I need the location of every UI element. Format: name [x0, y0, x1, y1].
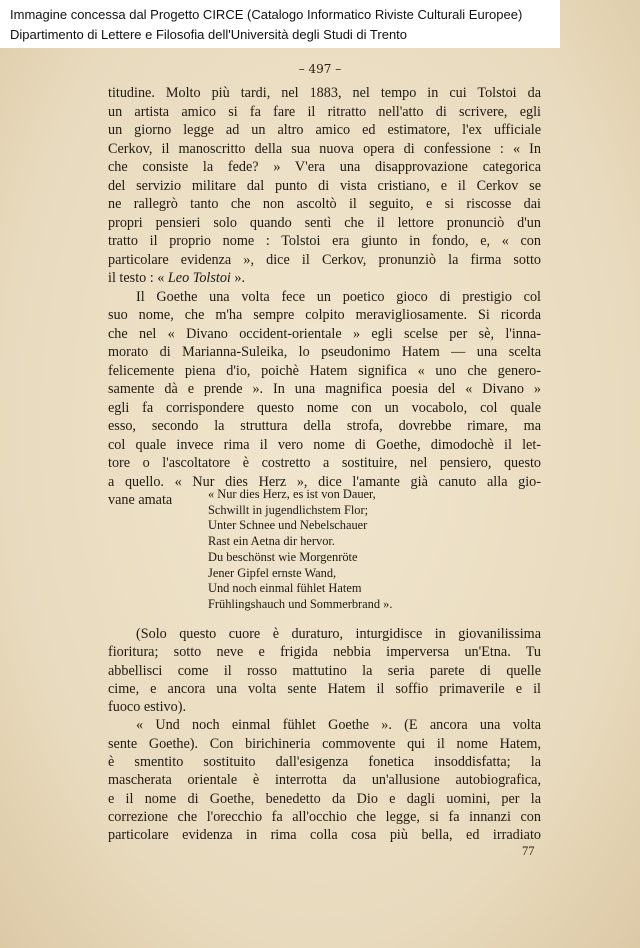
poem-line: Rast ein Aetna dir hervor. [208, 534, 335, 549]
text-line: del servizio militare dal punto di vista cristiano, e il Cerkov se [108, 177, 541, 194]
text-line: particolare evidenza in rima colla cosa più bella, ed irradiato [108, 827, 541, 844]
text-line: tratto il proprio nome : Tolstoi era giunto in fondo, e, « con [108, 233, 541, 249]
text-line: morato di Marianna-Suleika, lo pseudonimo Hatem — una scelta [108, 344, 541, 360]
text-line: ne rallegrò tanto che non ascoltò il seguito, e si riscosse dai [108, 196, 541, 212]
text-line: col quale invece rima il vero nome di Goethe, dimodochè il let- [108, 436, 541, 453]
text-line [108, 269, 541, 288]
poem-block [208, 487, 448, 613]
poem-line: Unter Schnee und Nebelschauer [208, 518, 368, 533]
text-line: suo nome, che m'ha sempre colpito meravigliosamente. Si ricorda [108, 307, 541, 323]
text-line: titudine. Molto più tardi, nel 1883, nel tempo in cui Tolstoi da [108, 85, 541, 101]
text-line: vane amata [108, 492, 173, 508]
text-fragment: il testo : « [108, 270, 168, 286]
signature-italic: Leo Tolstoi [167, 270, 231, 286]
text-block-lower [108, 625, 541, 845]
attribution-line-2: Dipartimento di Lettere e Filosofia dell'Università degli Studi di Trento [10, 27, 408, 42]
text-line: propri pensieri solo quando sentì che il lettore pronunciò d'un [108, 214, 541, 231]
attribution-line-1: Immagine concessa dal Progetto CIRCE (Catalogo Informatico Riviste Culturali Europee) [10, 7, 523, 22]
text-line: che nel « Divano occident-orientale » egli scelse per sè, l'inna- [108, 325, 541, 342]
text-line: (Solo questo cuore è duraturo, inturgidisce in giovanilissima [136, 626, 541, 642]
text-line: un giorno legge ad un altro amico ed estimatore, l'ex ufficiale [108, 122, 541, 138]
footer-page-number: 77 [522, 844, 535, 858]
text-block-upper [108, 84, 541, 510]
text-line: correzione che l'orecchio fa all'occhio che legge, si fa innanzi con [108, 808, 541, 825]
text-line: particolare evidenza », dice il Cerkov, pronunziò la firma sotto [108, 251, 541, 268]
text-line: mascherata orientale è interrotta da un'allusione autobiografica, [108, 772, 541, 789]
text-line: cime, e ancora una volta sente Hatem il soffio primaverile e il [108, 680, 541, 697]
poem-line: Du beschönst wie Morgenröte [208, 549, 358, 564]
text-line: sente Goethe). Con birichineria commovente qui il nome Hatem, [108, 735, 541, 752]
text-line: Il Goethe una volta fece un poetico gioco di prestigio col [136, 288, 541, 305]
text-line: abbellisci come il rosso mattutino la seria parete di quelle [108, 662, 541, 679]
text-line: « Und noch einmal fühlet Goethe ». (E ancora una volta [136, 717, 541, 734]
poem-line: Schwillt in jugendlichstem Flor; [208, 502, 369, 517]
page-number: – 497 – [298, 62, 342, 76]
poem-line: Und noch einmal fühlet Hatem [208, 581, 362, 596]
text-line: fuoco estivo). [108, 699, 187, 716]
text-line: egli fa corrispondere questo nome con un vocabolo, col quale [108, 399, 541, 416]
text-line: a quello. « Nur dies Herz », dice l'amante già canuto alla gio- [108, 473, 541, 490]
text-line: e il nome di Goethe, benedetto da Dio e dagli uomini, per la [108, 790, 541, 807]
text-line: samente dà e prende ». In una magnifica poesia del « Divano » [108, 381, 541, 397]
text-line: è smentito sostituito dall'esigenza fonetica insoddisfatta; la [108, 754, 541, 771]
poem-line: « Nur dies Herz, es ist von Dauer, [208, 487, 376, 501]
poem-line: Jener Gipfel ernste Wand, [208, 565, 337, 580]
poem-line: Frühlingshauch und Sommerbrand ». [208, 596, 393, 611]
text-line: Cerkov, il manoscritto della sua nuova opera di confessione : « In [108, 140, 541, 157]
text-line: esso, secondo la struttura della strofa, dovrebbe rimare, ma [108, 418, 541, 434]
text-line: felicemente piena d'io, poichè Hatem significa « uno che genero- [108, 362, 541, 379]
text-fragment: ». [230, 270, 246, 286]
text-line: che consiste la fede? » V'era una disapprovazione categorica [108, 159, 541, 175]
text-line: un artista amico si fa fare il ritratto nell'atto di scrivere, egli [108, 103, 541, 120]
attribution-header [0, 0, 560, 48]
text-line: tore o l'ascoltatore è costretto a sostituire, nel pensiero, questo [108, 455, 541, 471]
text-line: fioritura; sotto neve e frigida nebbia imperversa un'Etna. Tu [108, 644, 541, 661]
